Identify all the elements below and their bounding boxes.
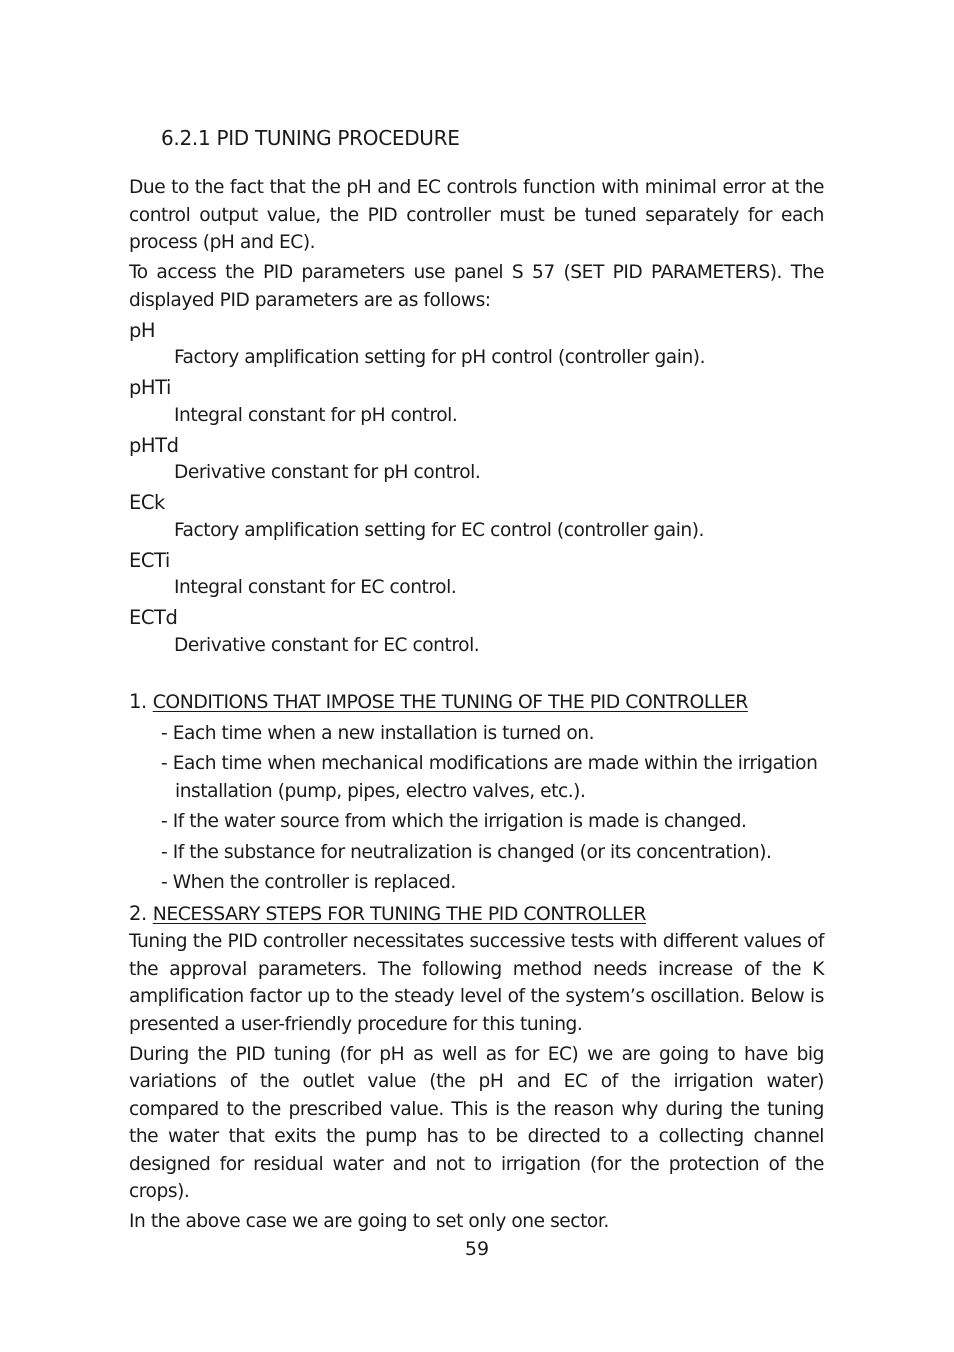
intro-paragraph: Due to the fact that the pH and EC controls function with minimal error at the control output value, the PID controller must be tuned separately for each process (pH and EC).: [129, 177, 824, 253]
list-item: - If the water source from which the irrigation is made is changed.: [161, 811, 747, 832]
page-number: 59: [464, 1238, 490, 1260]
parameter-name: ECTi: [129, 548, 170, 572]
parameter-description: Integral constant for EC control.: [174, 577, 457, 598]
parameter-description: Factory amplification setting for pH control (controller gain).: [174, 347, 706, 368]
list-item: - Each time when a new installation is turned on.: [161, 722, 595, 744]
list-item: - If the substance for neutralization is changed (or its concentration).: [161, 841, 772, 863]
section-heading: 6.2.1 PID TUNING PROCEDURE: [161, 126, 460, 150]
conditions-list: [129, 720, 824, 897]
parameter-description: Factory amplification setting for EC control (controller gain).: [174, 519, 705, 541]
parameter-name: ECTd: [129, 606, 178, 629]
parameter-name: pHTi: [129, 376, 171, 399]
body-paragraph: In the above case we are going to set only one sector.: [129, 1211, 609, 1232]
section-1-title: [129, 688, 824, 717]
body-paragraph: During the PID tuning (for pH as well as for EC) we are going to have big variations of the outlet value (the pH and EC of the irrigation water) compared to the prescribed value. This is the reason why during the tuning the water that exits the pump has to be directed to a collecting channel designed for residual water and not to irrigation (for the protection of the crops).: [129, 1043, 824, 1202]
intro-paragraph: To access the PID parameters use panel S 57 (SET PID PARAMETERS). The displayed PID parameters are as follows:: [129, 262, 824, 311]
section-title-text: CONDITIONS THAT IMPOSE THE TUNING OF THE PID CONTROLLER: [152, 692, 748, 713]
parameter-name: ECk: [129, 491, 165, 514]
section-number: 1.: [129, 690, 147, 713]
list-item: - Each time when mechanical modifications are made within the irrigation installation (pump, pipes, electro valves, etc.).: [161, 753, 818, 802]
parameter-name: pH: [129, 318, 156, 342]
section-title-text: NECESSARY STEPS FOR TUNING THE PID CONTROLLER: [152, 903, 646, 925]
list-item: - When the controller is replaced.: [161, 872, 456, 893]
parameter-description: Derivative constant for EC control.: [174, 634, 480, 656]
section-2-title: [129, 900, 824, 929]
body-paragraph: Tuning the PID controller necessitates successive tests with different values of the approval parameters. The following method needs increase of the K amplification factor up to the steady level of the system’s oscillation. Below is presented a user-friendly procedure for this tuning.: [129, 931, 824, 1035]
page-body: [129, 174, 824, 1238]
section-number: 2.: [129, 901, 147, 925]
parameter-description: Derivative constant for pH control.: [174, 462, 481, 483]
parameter-description: Integral constant for pH control.: [174, 404, 458, 426]
parameter-list: [129, 317, 824, 660]
parameter-name: pHTd: [129, 433, 179, 457]
